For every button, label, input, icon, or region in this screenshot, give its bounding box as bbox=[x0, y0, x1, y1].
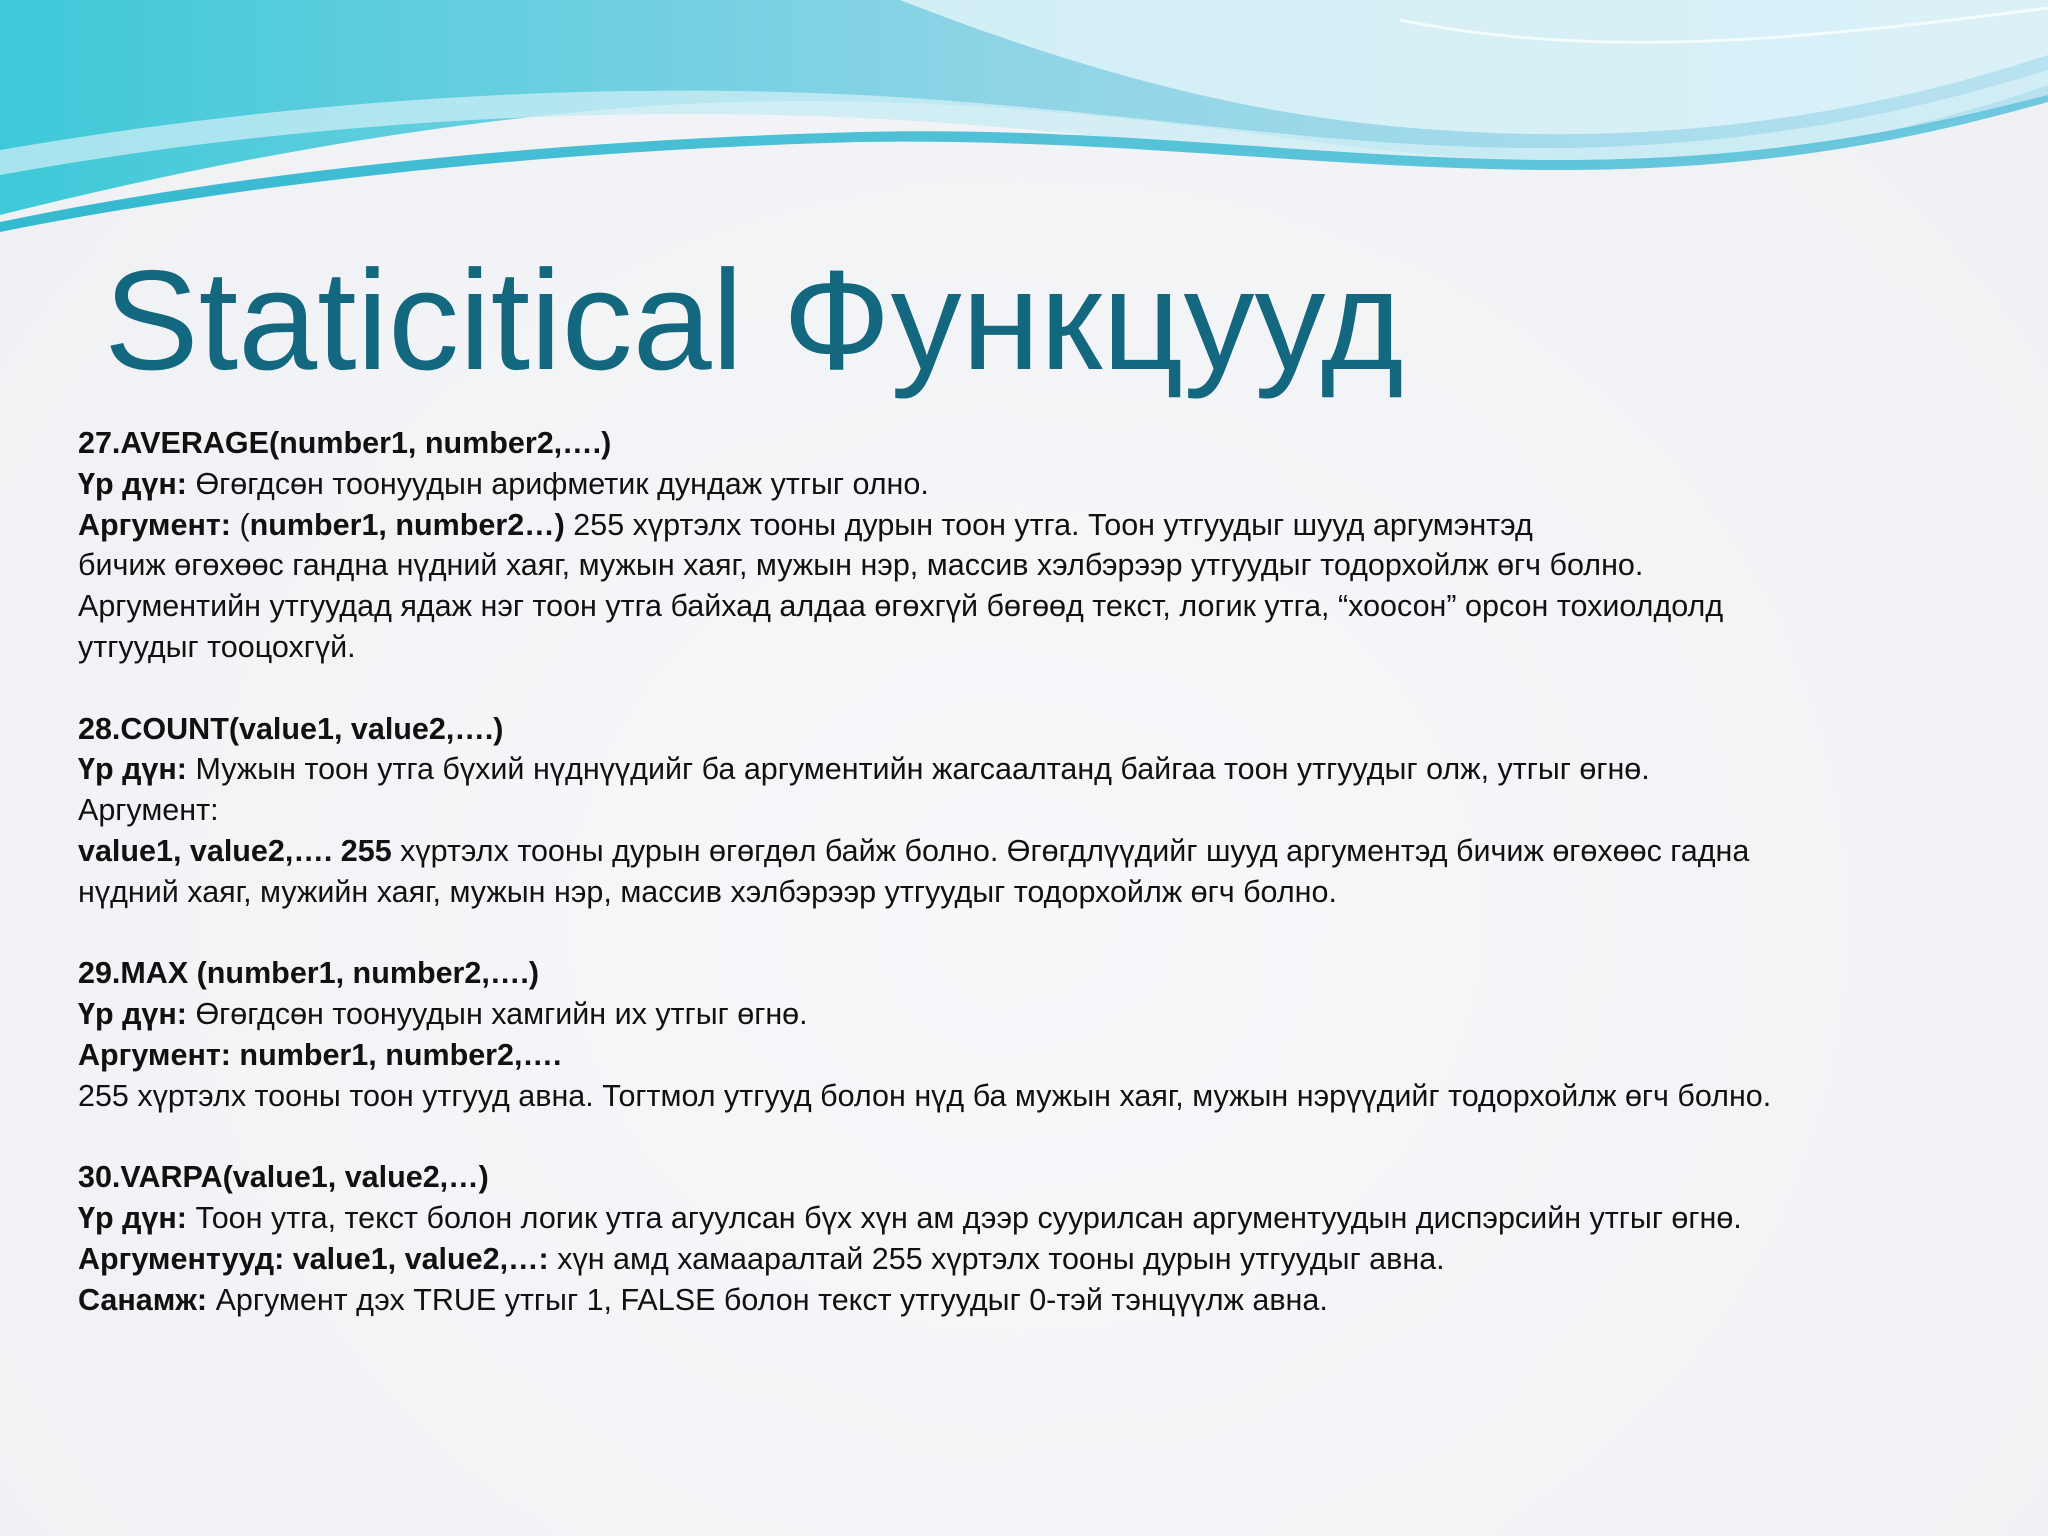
function-heading bbox=[78, 953, 2018, 994]
note-text: Аргумент дэх TRUE утгыг 1, FALSE болон текст утгуудыг 0-тэй тэнцүүлж авна. bbox=[207, 1282, 1328, 1317]
page-title: Staticitical Функцууд bbox=[104, 241, 1404, 400]
argument-text: хүртэлх тооны дурын өгөгдөл байж болно. Өгөгдлүүдийг шууд аргументэд бичиж өгөхөөс гадна bbox=[391, 833, 1750, 868]
function-heading bbox=[78, 709, 2018, 750]
argument-line bbox=[78, 831, 2018, 872]
function-heading bbox=[78, 423, 2018, 464]
description-line: нүдний хаяг, мужийн хаяг, мужын нэр, массив хэлбэрээр утгуудыг тодорхойлж өгч болно. bbox=[78, 874, 1337, 909]
description-line: 255 хүртэлх тооны тоон утгууд авна. Тогтмол утгууд болон нүд ба мужын хаяг, мужын нэрүүдийг тодорхойлж өгч болно. bbox=[78, 1078, 1772, 1113]
argument-label: Аргумент: number1, number2,…. bbox=[78, 1037, 562, 1072]
function-section-average bbox=[78, 423, 2018, 668]
argument-line bbox=[78, 1035, 2018, 1076]
function-heading-text: 29.MAX (number1, number2,….) bbox=[78, 956, 539, 991]
argument-label: Аргумент: bbox=[78, 507, 231, 542]
function-heading bbox=[78, 1157, 2018, 1198]
description-line: бичиж өгөхөөс гандна нүдний хаяг, мужын хаяг, мужын нэр, массив хэлбэрээр утгуудыг тодорхойлж өгч болно. bbox=[78, 548, 1644, 583]
decorative-wave-header bbox=[0, 0, 2048, 260]
purpose-label: Үр дүн: bbox=[78, 466, 187, 501]
function-heading-text: 27.AVERAGE(number1, number2,….) bbox=[78, 426, 612, 460]
purpose-line bbox=[78, 464, 2018, 505]
function-section-max bbox=[78, 953, 2018, 1116]
function-section-count bbox=[78, 709, 2018, 913]
purpose-text: Мужын тоон утга бүхий нүднүүдийг ба аргументийн жагсаалтанд байгаа тоон утгуудыг олж, утгыг өгнө. bbox=[186, 752, 1650, 787]
purpose-label: Үр дүн: bbox=[78, 1201, 187, 1236]
argument-line bbox=[78, 1239, 2018, 1280]
argument-text: 255 хүртэлх тооны дурын тоон утга. Тоон утгуудыг шууд аргумэнтэд bbox=[564, 507, 1533, 542]
function-heading-text: 30.VARPA(value1, value2,…) bbox=[78, 1160, 489, 1195]
argument-params: value1, value2,…. 255 bbox=[78, 833, 392, 868]
argument-text: хүн амд хамааралтай 255 хүртэлх тооны дурын утгуудыг авна. bbox=[548, 1241, 1445, 1276]
argument-label-line: Аргумент: bbox=[78, 793, 219, 828]
function-heading-text: 28.COUNT(value1, value2,….) bbox=[78, 711, 504, 746]
purpose-text: Тоон утга, текст болон логик утга агуулсан бүх хүн ам дээр суурилсан аргументуудын диспэрсийн утгыг өгнө. bbox=[186, 1201, 1742, 1236]
description-line: утгуудыг тооцохгүй. bbox=[78, 629, 356, 664]
note-line bbox=[78, 1280, 2018, 1321]
description-line: Аргументийн утгуудад ядаж нэг тоон утга байхад алдаа өгөхгүй бөгөөд текст, логик утга, “хоосон” орсон тохиолдолд bbox=[78, 589, 1724, 624]
slide-body bbox=[78, 423, 2018, 1361]
purpose-line bbox=[78, 1198, 2018, 1239]
argument-paren: ( bbox=[230, 507, 250, 542]
purpose-line bbox=[78, 749, 2018, 790]
note-label: Санамж: bbox=[78, 1282, 208, 1317]
purpose-label: Үр дүн: bbox=[78, 752, 187, 787]
argument-params: number1, number2…) bbox=[249, 507, 565, 542]
purpose-line bbox=[78, 994, 2018, 1035]
purpose-label: Үр дүн: bbox=[78, 997, 187, 1032]
argument-label: Аргументууд: value1, value2,…: bbox=[78, 1241, 549, 1276]
purpose-text: Өгөгдсөн тоонуудын хамгийн их утгыг өгнө. bbox=[186, 997, 808, 1032]
function-section-varpa bbox=[78, 1157, 2018, 1320]
argument-line bbox=[78, 505, 2018, 546]
purpose-text: Өгөгдсөн тоонуудын арифметик дундаж утгыг олно. bbox=[186, 466, 929, 501]
